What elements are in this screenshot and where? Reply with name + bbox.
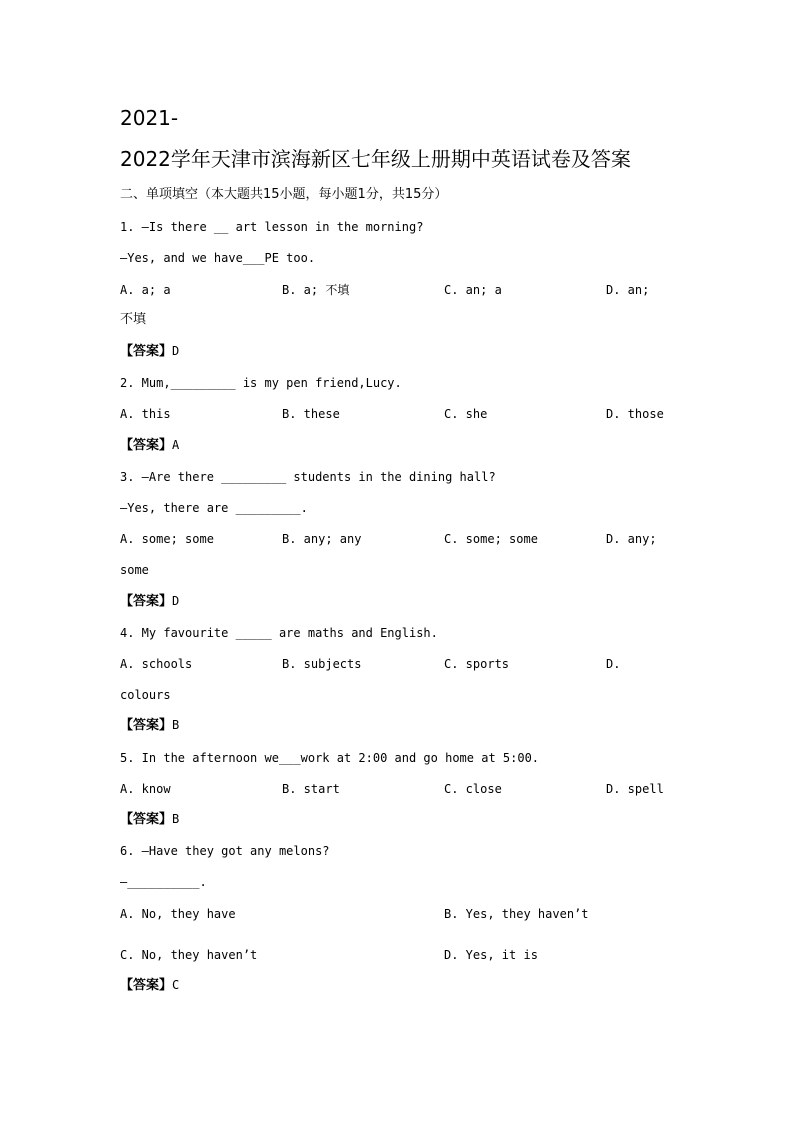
answer-value: C [172,978,180,992]
question-3-stem-1: 3. —Are there _________ students in the dining hall? [120,470,496,484]
answer-value: A [172,438,180,452]
question-2-answer [120,437,179,454]
question-4-stem-1: 4. My favourite _____ are maths and English. [120,626,438,640]
question-2-stem-1: 2. Mum,_________ is my pen friend,Lucy. [120,376,402,390]
question-2-option-c: C. she [444,407,488,421]
question-4-option-d: D. [606,657,621,671]
document-title-line-2: 2022学年天津市滨海新区七年级上册期中英语试卷及答案 [120,147,631,171]
answer-value: D [172,594,180,608]
question-2-option-b: B. these [282,407,340,421]
answer-value: D [172,344,180,358]
question-1-option-a: A. a; a [120,283,171,297]
question-4-option-d-wrap: colours [120,688,171,702]
question-6-stem-1: 6. —Have they got any melons? [120,844,330,858]
question-3-option-d: D. any; [606,532,657,546]
answer-label: 【答案】 [120,812,173,827]
question-6-option-a: A. No, they have [120,907,236,921]
question-1-answer [120,343,179,360]
question-6-answer [120,977,179,994]
question-6-option-d: D. Yes, it is [444,948,538,962]
question-5-option-c: C. close [444,782,502,796]
question-4-option-c: C. sports [444,657,510,671]
question-5-option-d: D. spell [606,782,664,796]
answer-label: 【答案】 [120,978,173,993]
question-4-answer [120,717,179,734]
question-3-option-b: B. any; any [282,532,362,546]
question-3-stem-2: —Yes, there are _________. [120,501,308,515]
answer-value: B [172,812,180,826]
question-1-option-d-wrap: 不填 [120,312,147,327]
question-5-option-b: B. start [282,782,340,796]
question-1-option-c: C. an; a [444,283,502,297]
question-6-stem-2: —__________. [120,875,207,889]
question-3-option-d-wrap: some [120,563,149,577]
question-1-option-d: D. an; [606,283,650,297]
question-6-option-b: B. Yes, they haven’t [444,907,589,921]
question-1-stem-2: —Yes, and we have___PE too. [120,251,316,265]
question-5-option-a: A. know [120,782,171,796]
question-5-answer [120,811,179,828]
question-3-option-c: C. some; some [444,532,538,546]
answer-label: 【答案】 [120,594,173,609]
question-1-option-b: B. a; 不填 [282,283,350,297]
answer-label: 【答案】 [120,718,173,733]
question-3-option-a: A. some; some [120,532,214,546]
question-3-answer [120,593,179,610]
answer-label: 【答案】 [120,344,173,359]
question-4-option-a: A. schools [120,657,193,671]
answer-label: 【答案】 [120,438,173,453]
question-4-option-b: B. subjects [282,657,362,671]
question-5-stem-1: 5. In the afternoon we___work at 2:00 and go home at 5:00. [120,751,540,765]
document-title-line-1: 2021- [120,106,179,130]
question-2-option-d: D. those [606,407,664,421]
section-heading: 二、单项填空（本大题共15小题，每小题1分，共15分） [120,187,448,202]
question-2-option-a: A. this [120,407,171,421]
question-6-option-c: C. No, they haven’t [120,948,258,962]
answer-value: B [172,718,180,732]
question-1-stem-1: 1. —Is there __ art lesson in the morning? [120,220,424,234]
